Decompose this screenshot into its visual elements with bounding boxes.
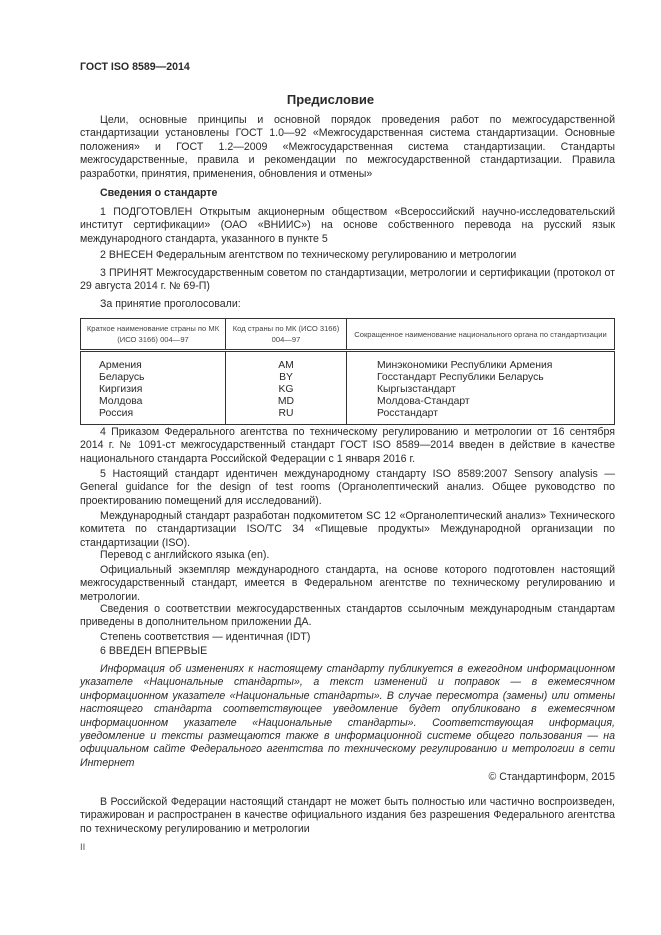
table-header-row <box>81 319 615 351</box>
table-row <box>81 372 615 384</box>
document-header: ГОСТ ISO 8589—2014 <box>80 61 190 73</box>
page-number: II <box>80 842 86 853</box>
voting-table <box>80 318 615 425</box>
copyright: © Стандартинформ, 2015 <box>488 771 615 783</box>
body-cell: Росстандарт <box>347 408 615 425</box>
country-cell: Россия <box>81 408 226 425</box>
column-header: Сокращенное наименование национального органа по стандартизации <box>347 319 615 351</box>
country-cell: Молдова <box>81 396 226 408</box>
table-row <box>81 351 615 373</box>
item-5-official-copy: Официальный экземпляр международного стандарта, на основе которого подготовлен настоящий межгосударственный стандарт, имеется в Федеральном агентстве по техническому регулированию и метрологии. <box>80 564 615 603</box>
country-cell: Киргизия <box>81 384 226 396</box>
column-header: Код страны по МК (ИСО 3166) 004—97 <box>226 319 347 351</box>
body-cell: Минэкономики Республики Армения <box>347 351 615 373</box>
body-cell: Молдова-Стандарт <box>347 396 615 408</box>
intro-paragraph: Цели, основные принципы и основной порядок проведения работ по межгосударственной стандартизации установлены ГОСТ 1.0—92 «Межгосударственная система стандартизации. Основные положения» и ГОСТ 1.2—2009 «Межгосударственная система стандартизации. Стандарты межгосударственные, правила и рекомендации по межгосударственной стандартизации. Правила разработки, принятия, применения, обновления и отмены» <box>80 114 615 180</box>
page-title: Предисловие <box>286 92 375 107</box>
country-cell: Армения <box>81 351 226 373</box>
table-row <box>81 396 615 408</box>
item-5-references: Сведения о соответствии межгосударственных стандартов ссылочным международным стандартам приведены в дополнительном приложении ДА. <box>80 603 615 629</box>
body-cell: Кыргызстандарт <box>347 384 615 396</box>
table-row <box>81 408 615 425</box>
body-cell: Госстандарт Республики Беларусь <box>347 372 615 384</box>
code-cell: KG <box>226 384 347 396</box>
code-cell: MD <box>226 396 347 408</box>
code-cell: AM <box>226 351 347 373</box>
item-5-translation: Перевод с английского языка (en). <box>100 549 270 561</box>
reproduction-notice: В Российской Федерации настоящий стандарт не может быть полностью или частично воспроизведен, тиражирован и распространен в качестве официального издания без разрешения Федерального агентства по техническому регулированию и метрологии <box>80 796 615 835</box>
item-5: 5 Настоящий стандарт идентичен международному стандарту ISO 8589:2007 Sensory analysis — General guidance for the design of test rooms (Органолептический анализ. Общее руководство по проектированию помещений для исследований). <box>80 468 615 507</box>
country-cell: Беларусь <box>81 372 226 384</box>
changes-info: Информация об изменениях к настоящему стандарту публикуется в ежегодном информационном указателе «Национальные стандарты», а текст изменений и поправок — в ежемесячном информационном указателе «Национальные стандарты». В случае пересмотра (замены) или отмены настоящего стандарта соответствующее уведомление будет опубликовано в ежемесячном информационном указателе «Национальные стандарты». Соответствующая информация, уведомление и тексты размещаются также в информационной системе общего пользования — на официальном сайте Федерального агентства по техническому регулированию и метрологии в сети Интернет <box>80 663 615 769</box>
item-5-committee: Международный стандарт разработан подкомитетом SC 12 «Органолептический анализ» Технического комитета по стандартизации ISO/TC 34 «Пищевые продукты» Международной организации по стандартизации (ISO). <box>80 510 615 549</box>
item-1: 1 ПОДГОТОВЛЕН Открытым акционерным обществом «Всероссийский научно-исследовательский институт сертификации» (ОАО «ВНИИС») на основе собственного перевода на русский язык международного стандарта, указанного в пункте 5 <box>80 206 615 245</box>
code-cell: RU <box>226 408 347 425</box>
item-2: 2 ВНЕСЕН Федеральным агентством по техническому регулированию и метрологии <box>100 249 517 261</box>
section-heading: Сведения о стандарте <box>100 187 218 199</box>
item-5-conformity: Степень соответствия — идентичная (IDT) <box>100 631 311 643</box>
voted-label: За принятие проголосовали: <box>100 298 241 310</box>
item-6: 6 ВВЕДЕН ВПЕРВЫЕ <box>100 645 208 657</box>
item-3: 3 ПРИНЯТ Межгосударственным советом по стандартизации, метрологии и сертификации (протокол от 29 августа 2014 г. № 69-П) <box>80 267 615 293</box>
item-4: 4 Приказом Федерального агентства по техническому регулированию и метрологии от 16 сентября 2014 г. № 1091-ст межгосударственный стандарт ГОСТ ISO 8589—2014 введен в действие в качестве национального стандарта Российской Федерации с 1 января 2016 г. <box>80 426 615 465</box>
table-row <box>81 384 615 396</box>
column-header: Краткое наименование страны по МК (ИСО 3166) 004—97 <box>81 319 226 351</box>
code-cell: BY <box>226 372 347 384</box>
